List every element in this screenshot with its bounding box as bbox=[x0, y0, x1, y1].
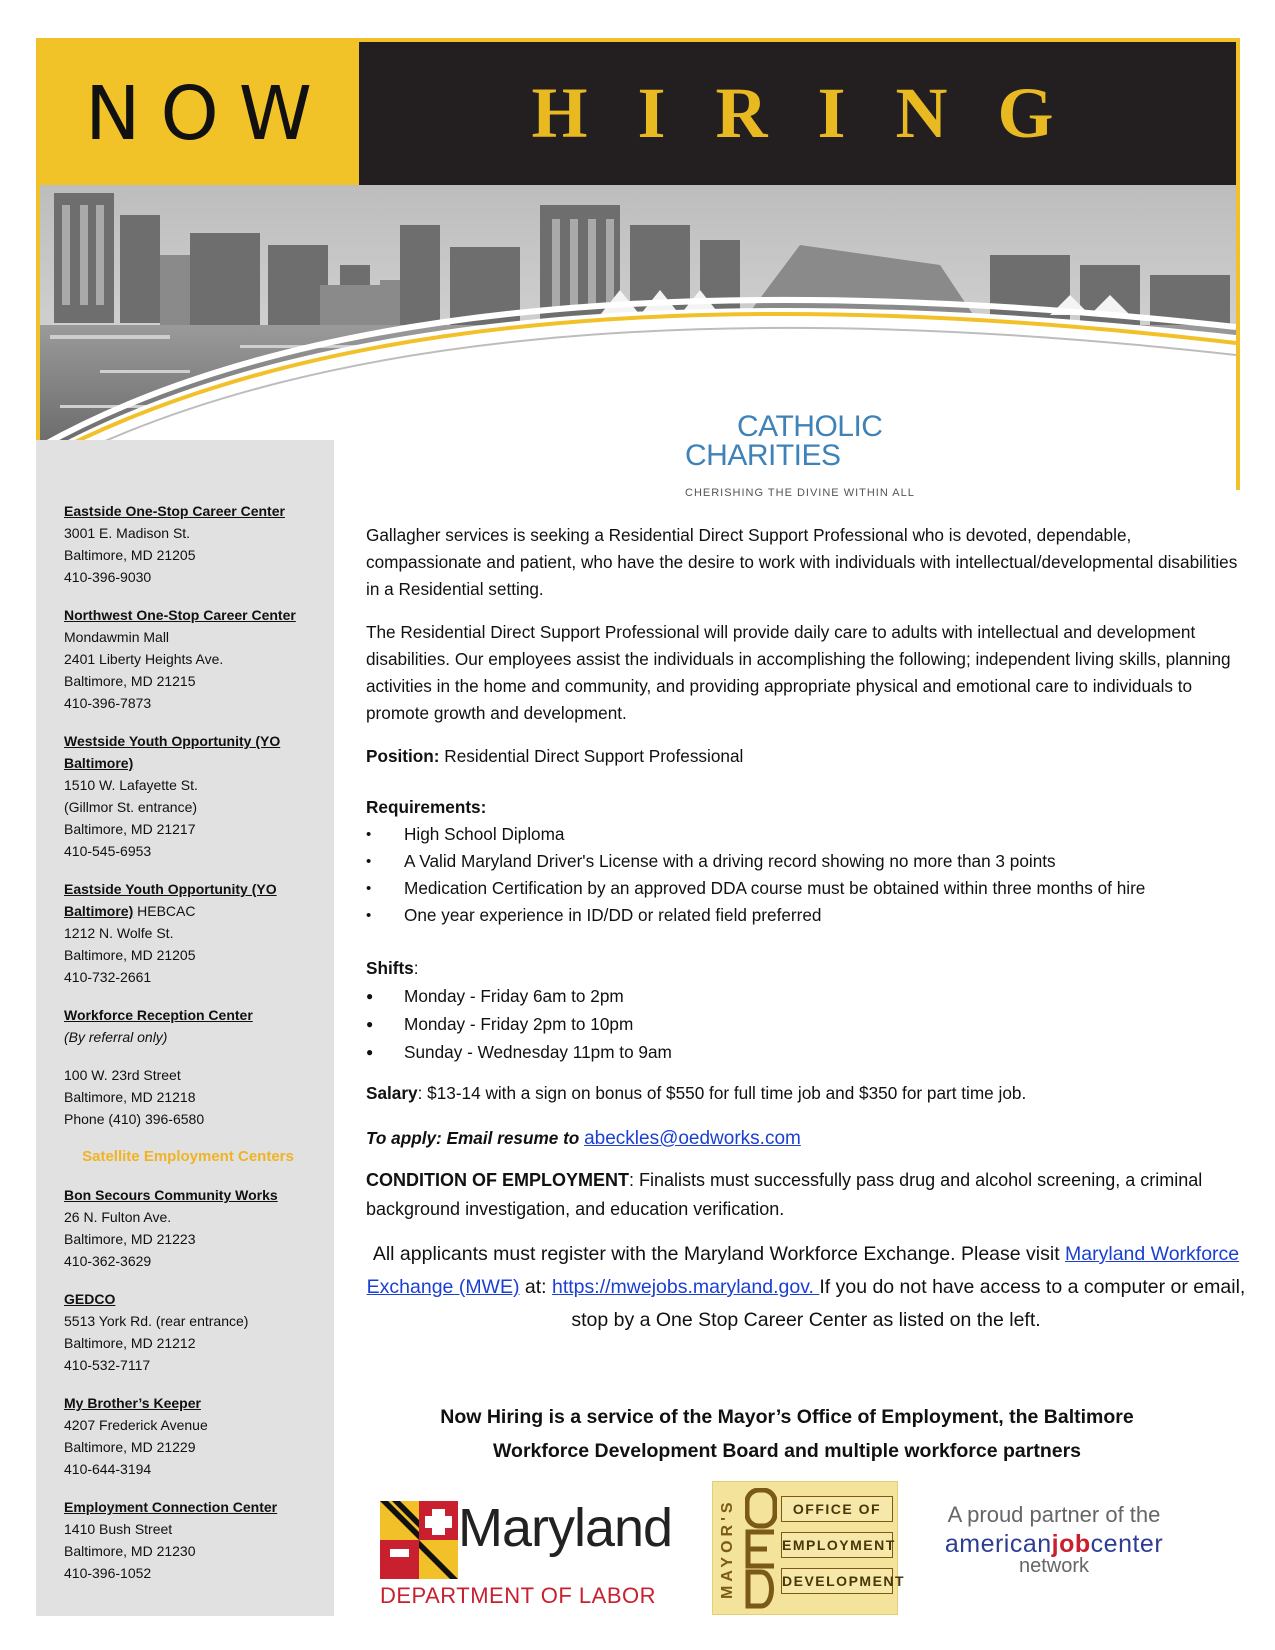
location-line: 1510 W. Lafayette St. bbox=[64, 777, 198, 793]
ajc-word-center: center bbox=[1090, 1530, 1164, 1558]
location-phone: 410-396-9030 bbox=[64, 569, 152, 585]
list-item: ● Monday - Friday 6am to 2pm bbox=[366, 982, 1250, 1010]
oed-row-employment: EMPLOYMENT bbox=[781, 1532, 893, 1558]
register-at: at: bbox=[519, 1276, 552, 1298]
requirements-list bbox=[366, 821, 1250, 929]
mayors-text: MAYOR'S bbox=[719, 1498, 736, 1600]
satellite-heading: Satellite Employment Centers bbox=[82, 1148, 294, 1165]
mwe-url-link[interactable]: https://mwejobs.maryland.gov. bbox=[552, 1276, 820, 1298]
now-heading: NOW bbox=[85, 70, 332, 157]
hiring-box bbox=[359, 42, 1236, 185]
location-line: 3001 E. Madison St. bbox=[64, 525, 191, 541]
description-paragraph: The Residential Direct Support Professional will provide daily care to adults with intellectual and development disabilities. Our employees assist the individuals in accomplishing the following; independent living skills, planning activities in the home and community, and providing appropriate physical and emotional care to individuals to promote growth and development. bbox=[366, 622, 1231, 723]
apply-line bbox=[366, 1125, 1250, 1152]
location-line: 2401 Liberty Heights Ave. bbox=[64, 651, 224, 667]
ajc-partner-text: A proud partner of the bbox=[947, 1502, 1161, 1527]
service-line: Workforce Development Board and multiple workforce partners bbox=[492, 1440, 1082, 1462]
register-text: All applicants must register with the Maryland Workforce Exchange. Please visit bbox=[372, 1243, 1066, 1265]
location-line: 5513 York Rd. (rear entrance) bbox=[64, 1313, 249, 1329]
location-line: Baltimore, MD 21215 bbox=[64, 673, 196, 689]
location-employment-connection bbox=[64, 1496, 324, 1584]
location-line: 1410 Bush Street bbox=[64, 1521, 173, 1537]
oed-letters-icon bbox=[745, 1488, 777, 1610]
location-title: Westside Youth Opportunity (YO Baltimore) bbox=[64, 733, 281, 771]
now-hiring-banner bbox=[36, 38, 1240, 490]
service-line: Now Hiring is a service of the Mayor’s Office of Employment, the Baltimore bbox=[440, 1406, 1134, 1428]
apply-email-link[interactable]: abeckles@oedworks.com bbox=[584, 1128, 801, 1149]
now-box bbox=[40, 42, 359, 185]
location-eastside-one-stop bbox=[64, 500, 324, 588]
location-title: Northwest One-Stop Career Center bbox=[64, 607, 296, 623]
location-line: Baltimore, MD 21205 bbox=[64, 547, 196, 563]
salary-label: Salary bbox=[366, 1083, 418, 1103]
location-title-row bbox=[64, 878, 324, 922]
maryland-labor-logo bbox=[380, 1497, 682, 1615]
oed-row-office: OFFICE OF bbox=[781, 1496, 893, 1522]
department-of-labor-text: DEPARTMENT OF LABOR bbox=[380, 1583, 656, 1608]
location-title: Workforce Reception Center bbox=[64, 1007, 253, 1023]
sidebar-content bbox=[64, 500, 324, 1600]
location-bon-secours bbox=[64, 1184, 324, 1272]
position-label: Position: bbox=[366, 746, 440, 766]
location-line: Baltimore, MD 21217 bbox=[64, 821, 196, 837]
location-phone: 410-396-1052 bbox=[64, 1565, 152, 1581]
ajc-network-text: network bbox=[1018, 1555, 1090, 1577]
location-note: (By referral only) bbox=[64, 1029, 168, 1045]
requirements-section bbox=[366, 794, 1250, 929]
location-phone: 410-732-2661 bbox=[64, 969, 152, 985]
location-line: Baltimore, MD 21212 bbox=[64, 1335, 196, 1351]
location-line: 100 W. 23rd Street bbox=[64, 1067, 181, 1083]
logo-word-catholic: CATHOLIC bbox=[737, 410, 883, 443]
mayors-office-logo bbox=[712, 1481, 906, 1615]
shifts-heading bbox=[366, 955, 1250, 982]
hiring-heading: HIRING bbox=[531, 73, 1104, 153]
location-phone: Phone (410) 396-6580 bbox=[64, 1111, 205, 1127]
location-line: Baltimore, MD 21205 bbox=[64, 947, 196, 963]
intro-paragraph: Gallagher services is seeking a Residential Direct Support Professional who is devoted, dependable, compassionate and patient, who have the desire to work with individuals with intellectual/developmental disabilities in a Residential setting. bbox=[366, 525, 1238, 599]
location-line: 1212 N. Wolfe St. bbox=[64, 925, 174, 941]
location-phone: 410-545-6953 bbox=[64, 843, 152, 859]
condition-value: : Finalists must successfully pass drug and alcohol screening, a criminal background investigation, and education verification. bbox=[366, 1170, 1203, 1219]
location-line: Baltimore, MD 21230 bbox=[64, 1543, 196, 1559]
oed-row-development: DEVELOPMENT bbox=[781, 1568, 893, 1594]
location-line: (Gillmor St. entrance) bbox=[64, 799, 198, 815]
service-statement bbox=[366, 1400, 1208, 1468]
position-line bbox=[366, 743, 1250, 770]
ajc-word-job: job bbox=[1051, 1530, 1091, 1558]
location-title: Eastside One-Stop Career Center bbox=[64, 503, 285, 519]
location-eastside-youth bbox=[64, 878, 324, 988]
location-line: 26 N. Fulton Ave. bbox=[64, 1209, 172, 1225]
location-northwest-one-stop bbox=[64, 604, 324, 714]
apply-label: To apply: Email resume to bbox=[366, 1128, 585, 1148]
location-title: GEDCO bbox=[64, 1291, 116, 1307]
register-text-end: If you do not have access to a computer or email, stop by a One Stop Career Center as listed on the left. bbox=[571, 1276, 1246, 1331]
list-item: • A Valid Maryland Driver's License with a driving record showing no more than 3 points bbox=[366, 848, 1250, 875]
shifts-colon: : bbox=[413, 958, 419, 978]
register-paragraph bbox=[360, 1238, 1252, 1337]
mwe-link[interactable]: Maryland Workforce Exchange (MWE) bbox=[366, 1243, 1240, 1298]
location-title: Employment Connection Center bbox=[64, 1499, 278, 1515]
list-item: • Medication Certification by an approved DDA course must be obtained within three months of hire bbox=[366, 875, 1250, 902]
requirements-label: Requirements: bbox=[366, 797, 487, 817]
shifts-label: Shifts bbox=[366, 958, 414, 978]
maryland-flag-icon bbox=[380, 1501, 458, 1579]
logo-tagline: CHERISHING THE DIVINE WITHIN ALL bbox=[685, 487, 915, 499]
logo-word-charities: CHARITIES bbox=[685, 439, 841, 472]
location-line: 4207 Frederick Avenue bbox=[64, 1417, 208, 1433]
location-phone: 410-644-3194 bbox=[64, 1461, 152, 1477]
shifts-section bbox=[366, 955, 1250, 1066]
location-line: Baltimore, MD 21223 bbox=[64, 1231, 196, 1247]
location-line: Mondawmin Mall bbox=[64, 629, 170, 645]
location-title: My Brother’s Keeper bbox=[64, 1395, 201, 1411]
list-item: ● Sunday - Wednesday 11pm to 9am bbox=[366, 1038, 1250, 1066]
list-item: • High School Diploma bbox=[366, 821, 1250, 848]
location-title-suffix: HEBCAC bbox=[133, 903, 196, 919]
location-gedco bbox=[64, 1288, 324, 1376]
condition-label: CONDITION OF EMPLOYMENT bbox=[366, 1170, 629, 1190]
location-phone: 410-362-3629 bbox=[64, 1253, 152, 1269]
list-item: ● Monday - Friday 2pm to 10pm bbox=[366, 1010, 1250, 1038]
location-phone: 410-396-7873 bbox=[64, 695, 152, 711]
location-title: Eastside Youth Opportunity (YO Baltimore) bbox=[64, 881, 277, 919]
location-westside-youth bbox=[64, 730, 324, 862]
salary-value: : $13-14 with a sign on bonus of $550 for full time job and $350 for part time job. bbox=[417, 1083, 1027, 1103]
american-job-center-logo bbox=[924, 1502, 1184, 1602]
spacer bbox=[64, 1048, 324, 1064]
ajc-word-american: american bbox=[944, 1530, 1052, 1558]
salary-line bbox=[366, 1080, 1250, 1107]
job-posting-body bbox=[366, 522, 1250, 1337]
location-phone: 410-532-7117 bbox=[64, 1357, 151, 1373]
shifts-list bbox=[366, 982, 1250, 1066]
career-center-sidebar bbox=[36, 440, 334, 1616]
location-my-brothers-keeper bbox=[64, 1392, 324, 1480]
location-line: Baltimore, MD 21218 bbox=[64, 1089, 196, 1105]
location-workforce-reception bbox=[64, 1004, 324, 1130]
condition-paragraph bbox=[366, 1166, 1250, 1224]
list-item: • One year experience in ID/DD or related field preferred bbox=[366, 902, 1250, 929]
location-line: Baltimore, MD 21229 bbox=[64, 1439, 196, 1455]
location-title: Bon Secours Community Works bbox=[64, 1187, 278, 1203]
position-value: Residential Direct Support Professional bbox=[439, 746, 744, 766]
maryland-wordmark: Maryland bbox=[458, 1498, 673, 1558]
catholic-charities-logo bbox=[683, 410, 943, 502]
